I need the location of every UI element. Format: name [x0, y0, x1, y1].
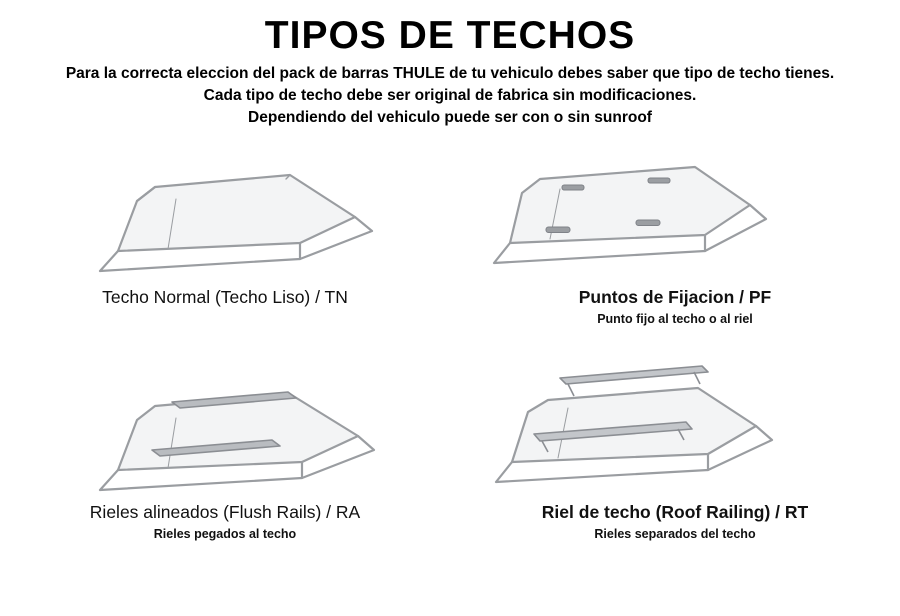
roof-type-labels-pf [450, 287, 900, 327]
roof-type-labels-rt [450, 502, 900, 542]
roof-type-label-tn: Techo Normal (Techo Liso) / TN [102, 286, 348, 307]
roof-types-infographic [0, 16, 900, 616]
roof-type-label-ra: Rieles alineados (Flush Rails) / RA [89, 501, 361, 522]
roof-type-labels-ra [0, 502, 450, 542]
subtitle-line-3: Dependiendo del vehiculo puede ser con o sin sunroof [248, 108, 652, 126]
roof-type-sublabel-rt: Rieles separados del techo [594, 526, 756, 541]
subtitle-line-2: Cada tipo de techo debe ser original de fabrica sin modificaciones. [203, 86, 697, 104]
roof-railing-icon [450, 354, 900, 504]
roof-flushrails-icon [0, 354, 450, 504]
roof-type-labels-tn [0, 287, 450, 312]
roof-normal-icon [0, 139, 450, 289]
roof-type-card-pf [450, 139, 900, 354]
roof-type-card-ra [0, 354, 450, 569]
subtitle-line-1: Para la correcta eleccion del pack de barras THULE de tu vehiculo debes saber que tipo de techo tienes. [65, 64, 835, 82]
roof-type-card-tn [0, 139, 450, 354]
roof-type-label-pf: Puntos de Fijacion / PF [578, 286, 772, 307]
subtitle-block [20, 63, 880, 129]
roof-type-card-rt [450, 354, 900, 569]
roof-type-sublabel-pf: Punto fijo al techo o al riel [597, 311, 753, 326]
roof-types-grid [0, 139, 900, 569]
roof-type-sublabel-ra: Rieles pegados al techo [153, 526, 297, 541]
roof-fixpoint-icon [450, 139, 900, 289]
page-title: TIPOS DE TECHOS [264, 14, 636, 57]
roof-type-label-rt: Riel de techo (Roof Railing) / RT [541, 501, 809, 522]
